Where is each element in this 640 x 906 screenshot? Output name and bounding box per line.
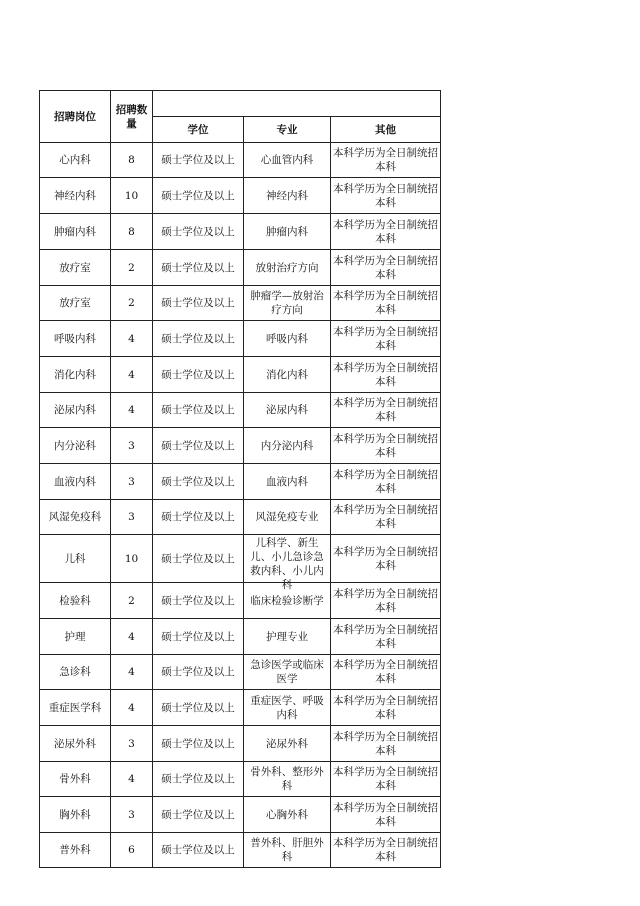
cell-position [40,583,111,619]
cell-count-text: 2 [128,594,135,607]
cell-count-text: 6 [128,844,135,856]
cell-position-text: 心内科 [59,154,91,166]
cell-degree-text: 硕士学位及以上 [161,552,235,565]
cell-position-text: 放疗室 [59,261,91,274]
cell-position [40,286,111,321]
table-row [40,690,441,726]
cell-major-text: 消化内科 [266,368,308,381]
cell-degree-text: 硕士学位及以上 [161,439,235,452]
cell-degree [153,619,244,655]
cell-other [331,535,441,583]
cell-degree [153,250,244,286]
cell-degree-text: 硕士学位及以上 [161,701,235,714]
cell-major-text: 心胸外科 [266,808,308,821]
cell-major [244,619,331,655]
cell-position [40,797,111,833]
cell-position-text: 普外科 [59,844,91,856]
cell-position [40,393,111,428]
cell-major-text: 肿瘤内科 [266,225,308,238]
cell-position [40,321,111,357]
cell-degree-text: 硕士学位及以上 [161,368,235,381]
cell-degree [153,690,244,726]
cell-major [244,214,331,250]
table-row [40,833,441,868]
cell-degree [153,428,244,464]
cell-other-text: 本科学历为全日制统招本科 [333,659,438,685]
cell-count [111,214,153,250]
cell-major-text: 呼吸内科 [266,332,308,345]
cell-count-text: 4 [128,404,135,416]
cell-major-text: 内分泌内科 [260,439,314,452]
cell-count-text: 4 [128,630,135,643]
table-row [40,464,441,500]
cell-count [111,583,153,619]
cell-major-text: 心血管内科 [260,154,314,166]
cell-count-text: 10 [124,552,139,565]
cell-count-text: 8 [128,154,135,166]
cell-other [331,500,441,535]
cell-degree-text: 硕士学位及以上 [161,297,235,309]
header-degree: 学位 [153,117,244,143]
cell-major-text: 重症医学、呼吸内科 [250,694,324,721]
cell-count [111,500,153,535]
cell-major [244,357,331,393]
cell-degree-text: 硕士学位及以上 [161,404,235,416]
cell-degree [153,143,244,178]
cell-other-text: 本科学历为全日制统招本科 [333,623,438,650]
table-row [40,321,441,357]
cell-major-text: 临床检验诊断学 [250,594,324,607]
cell-position-text: 肿瘤内科 [54,225,96,238]
cell-other [331,178,441,214]
cell-count [111,250,153,286]
cell-degree [153,321,244,357]
table-row [40,250,441,286]
cell-other [331,762,441,797]
cell-count [111,428,153,464]
cell-major [244,428,331,464]
cell-other-text: 本科学历为全日制统招本科 [333,468,438,495]
cell-other-text: 本科学历为全日制统招本科 [333,254,438,281]
cell-degree [153,762,244,797]
cell-major-text: 神经内科 [266,189,308,202]
table-row [40,214,441,250]
cell-major-text: 肿瘤学—放射治疗方向 [250,290,324,316]
cell-position-text: 消化内科 [54,368,96,381]
table-row [40,762,441,797]
cell-position [40,464,111,500]
cell-major [244,535,331,591]
cell-major [244,464,331,500]
cell-other [331,655,441,690]
table-row [40,357,441,393]
cell-degree-text: 硕士学位及以上 [161,261,235,274]
cell-degree [153,500,244,535]
cell-other-text: 本科学历为全日制统招本科 [333,545,438,572]
cell-count-text: 8 [128,225,135,238]
cell-degree-text: 硕士学位及以上 [161,808,235,821]
cell-degree [153,178,244,214]
cell-other [331,357,441,393]
cell-other-text: 本科学历为全日制统招本科 [333,504,438,530]
cell-other-text: 本科学历为全日制统招本科 [333,290,438,316]
cell-other-text: 本科学历为全日制统招本科 [333,837,438,863]
cell-count [111,464,153,500]
cell-other [331,321,441,357]
cell-other-text: 本科学历为全日制统招本科 [333,801,438,828]
cell-position-text: 检验科 [59,594,91,607]
cell-other [331,464,441,500]
header-position: 招聘岗位 [40,91,111,143]
cell-count [111,143,153,178]
cell-other [331,833,441,868]
cell-degree [153,214,244,250]
cell-count-text: 2 [128,261,135,274]
cell-position-text: 胸外科 [59,808,91,821]
cell-position-text: 儿科 [64,552,86,565]
cell-major-text: 骨外科、整形外科 [250,766,324,792]
cell-position-text: 风湿免疫科 [48,511,102,523]
cell-major [244,143,331,178]
cell-other-text: 本科学历为全日制统招本科 [333,325,438,352]
cell-position [40,357,111,393]
cell-other-text: 本科学历为全日制统招本科 [333,397,438,423]
cell-position [40,214,111,250]
cell-degree-text: 硕士学位及以上 [161,225,235,238]
cell-degree [153,583,244,619]
cell-other [331,726,441,762]
header-other: 其他 [331,117,441,143]
table-row [40,583,441,619]
cell-major-text: 护理专业 [266,630,308,643]
cell-major [244,250,331,286]
cell-count-text: 3 [128,475,135,488]
table-row [40,619,441,655]
cell-position-text: 泌尿外科 [54,737,96,750]
cell-major [244,833,331,868]
cell-degree [153,286,244,321]
cell-other-text: 本科学历为全日制统招本科 [333,182,438,209]
cell-major-text: 急诊医学或临床医学 [250,659,324,685]
cell-count [111,655,153,690]
table-row [40,393,441,428]
cell-position-text: 护理 [64,630,86,643]
cell-other [331,250,441,286]
table-row [40,726,441,762]
cell-major-text: 普外科、肝胆外科 [250,837,324,863]
cell-position [40,619,111,655]
cell-count-text: 4 [128,332,135,345]
cell-major [244,286,331,321]
cell-position-text: 重症医学科 [48,701,102,714]
recruitment-table [39,90,441,868]
cell-major-text: 泌尿内科 [266,404,308,416]
cell-other [331,393,441,428]
cell-degree [153,464,244,500]
cell-count [111,357,153,393]
cell-position [40,143,111,178]
header-blank [153,91,441,117]
cell-degree [153,655,244,690]
cell-count-text: 4 [128,666,135,678]
cell-count [111,286,153,321]
cell-major [244,655,331,690]
cell-degree [153,726,244,762]
cell-degree-text: 硕士学位及以上 [161,511,235,523]
cell-major [244,762,331,797]
cell-position [40,690,111,726]
cell-count [111,619,153,655]
table-row [40,500,441,535]
cell-position-text: 呼吸内科 [54,332,96,345]
cell-degree-text: 硕士学位及以上 [161,773,235,785]
cell-count [111,178,153,214]
header-count: 招聘数量 [111,91,153,143]
cell-position-text: 骨外科 [59,773,91,785]
table-row [40,286,441,321]
cell-count [111,690,153,726]
cell-degree-text: 硕士学位及以上 [161,189,235,202]
cell-other [331,690,441,726]
cell-other-text: 本科学历为全日制统招本科 [333,432,438,459]
cell-major [244,500,331,535]
cell-major-text: 放射治疗方向 [255,261,319,274]
cell-position [40,500,111,535]
cell-count-text: 3 [128,439,135,452]
header-major: 专业 [244,117,331,143]
cell-position [40,762,111,797]
cell-count-text: 3 [128,737,135,750]
cell-position [40,428,111,464]
cell-count-text: 3 [128,511,135,523]
cell-degree-text: 硕士学位及以上 [161,630,235,643]
cell-position-text: 神经内科 [54,189,96,202]
cell-position [40,655,111,690]
cell-degree [153,393,244,428]
cell-other [331,619,441,655]
cell-other-text: 本科学历为全日制统招本科 [333,587,438,614]
table-row [40,178,441,214]
cell-other-text: 本科学历为全日制统招本科 [333,766,438,792]
cell-degree-text: 硕士学位及以上 [161,594,235,607]
cell-degree-text: 硕士学位及以上 [161,666,235,678]
table-row [40,143,441,178]
cell-position-text: 放疗室 [59,297,91,309]
cell-major [244,797,331,833]
cell-degree [153,535,244,583]
cell-position-text: 内分泌科 [54,439,96,452]
cell-count-text: 10 [124,189,139,202]
cell-major-text: 血液内科 [266,475,308,488]
cell-degree [153,833,244,868]
table-row [40,535,441,583]
cell-major [244,321,331,357]
cell-other-text: 本科学历为全日制统招本科 [333,694,438,721]
cell-position [40,250,111,286]
cell-degree [153,797,244,833]
cell-count-text: 4 [128,701,135,714]
table-row [40,797,441,833]
cell-count [111,797,153,833]
cell-major [244,178,331,214]
cell-major-text: 泌尿外科 [266,737,308,750]
cell-other-text: 本科学历为全日制统招本科 [333,361,438,388]
cell-other [331,143,441,178]
cell-count-text: 4 [128,773,135,785]
cell-position [40,833,111,868]
cell-count [111,762,153,797]
cell-degree-text: 硕士学位及以上 [161,475,235,488]
cell-count [111,726,153,762]
cell-count [111,393,153,428]
cell-degree-text: 硕士学位及以上 [161,332,235,345]
cell-position-text: 血液内科 [54,475,96,488]
cell-other [331,214,441,250]
cell-count-text: 4 [128,368,135,381]
cell-other [331,797,441,833]
cell-major [244,393,331,428]
cell-degree [153,357,244,393]
table-row [40,428,441,464]
cell-other [331,428,441,464]
cell-major-text: 儿科学、新生儿、小儿急诊急救内科、小儿内科 [250,536,324,591]
cell-other-text: 本科学历为全日制统招本科 [333,147,438,173]
cell-other-text: 本科学历为全日制统招本科 [333,730,438,757]
cell-major [244,726,331,762]
cell-count [111,833,153,868]
cell-count [111,535,153,583]
cell-count [111,321,153,357]
cell-position-text: 急诊科 [59,666,91,678]
cell-degree-text: 硕士学位及以上 [161,737,235,750]
cell-other [331,583,441,619]
cell-degree-text: 硕士学位及以上 [161,844,235,856]
cell-other-text: 本科学历为全日制统招本科 [333,218,438,245]
cell-position [40,178,111,214]
cell-position [40,535,111,583]
table-row [40,655,441,690]
cell-count-text: 3 [128,808,135,821]
cell-position-text: 泌尿内科 [54,404,96,416]
cell-count-text: 2 [128,297,135,309]
cell-position [40,726,111,762]
cell-other [331,286,441,321]
cell-degree-text: 硕士学位及以上 [161,154,235,166]
cell-major [244,690,331,726]
cell-major-text: 风湿免疫专业 [255,511,319,523]
